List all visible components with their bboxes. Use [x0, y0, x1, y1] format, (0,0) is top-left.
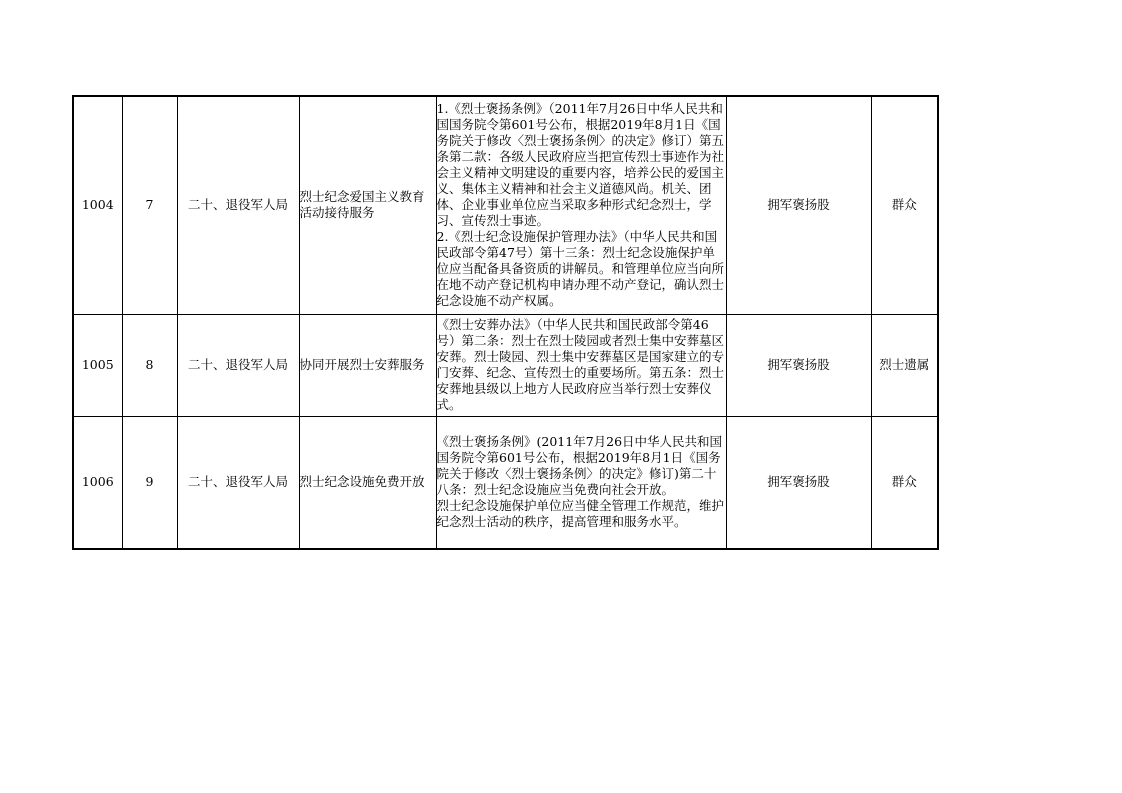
service-item-cell: 烈士纪念设施免费开放 [299, 416, 436, 549]
service-item-cell: 烈士纪念爱国主义教育活动接待服务 [299, 96, 436, 314]
sequence-cell: 8 [122, 314, 177, 416]
service-target-cell: 烈士遗属 [871, 314, 938, 416]
legal-basis-paragraph: 烈士纪念设施保护单位应当健全管理工作规范，维护纪念烈士活动的秩序，提高管理和服务水平。 [436, 498, 725, 530]
legal-basis-cell [436, 96, 726, 314]
responsible-office-cell: 拥军褒扬股 [726, 416, 871, 549]
legal-basis-paragraph: 1.《烈士褒扬条例》（2011年7月26日中华人民共和国国务院令第601号公布，根据2019年8月1日《国务院关于修改〈烈士褒扬条例〉的决定》修订）第五条第二款：各级人民政府应当把宣传烈士事迹作为社会主义精神文明建设的重要内容，培养公民的爱国主义、集体主义精神和社会主义道德风尚。机关、团体、企业事业单位应当采取多种形式纪念烈士，学习、宣传烈士事迹。 [436, 101, 725, 229]
legal-basis-paragraph: 2.《烈士纪念设施保护管理办法》（中华人民共和国民政部令第47号）第十三条：烈士纪念设施保护单位应当配备具备资质的讲解员。和管理单位应当向所在地不动产登记机构申请办理不动产登记，确认烈士纪念设施不动产权属。 [436, 229, 725, 309]
service-target-cell: 群众 [871, 96, 938, 314]
service-item-cell: 协同开展烈士安葬服务 [299, 314, 436, 416]
legal-basis-paragraph: 《烈士褒扬条例》(2011年7月26日中华人民共和国国务院令第601号公布，根据2019年8月1日《国务院关于修改〈烈士褒扬条例〉的决定》修订)第二十八条：烈士纪念设施应当免费向社会开放。 [436, 434, 723, 498]
legal-basis-cell [436, 314, 726, 416]
row-id-cell: 1006 [73, 416, 122, 549]
responsible-office-cell: 拥军褒扬股 [726, 96, 871, 314]
table-row [73, 416, 938, 549]
department-cell: 二十、退役军人局 [177, 416, 299, 549]
table-row [73, 96, 938, 314]
sequence-cell: 9 [122, 416, 177, 549]
row-id-cell: 1004 [73, 96, 122, 314]
responsible-office-cell: 拥军褒扬股 [726, 314, 871, 416]
row-id-cell: 1005 [73, 314, 122, 416]
service-target-cell: 群众 [871, 416, 938, 549]
sequence-cell: 7 [122, 96, 177, 314]
legal-basis-cell [436, 416, 726, 549]
table-row [73, 314, 938, 416]
service-list-table [72, 95, 939, 550]
department-cell: 二十、退役军人局 [177, 96, 299, 314]
legal-basis-paragraph: 《烈士安葬办法》（中华人民共和国民政部令第46号）第二条：烈士在烈士陵园或者烈士集中安葬墓区安葬。烈士陵园、烈士集中安葬墓区是国家建立的专门安葬、纪念、宣传烈士的重要场所。第五条：烈士安葬地县级以上地方人民政府应当举行烈士安葬仪式。 [436, 317, 725, 412]
department-cell: 二十、退役军人局 [177, 314, 299, 416]
